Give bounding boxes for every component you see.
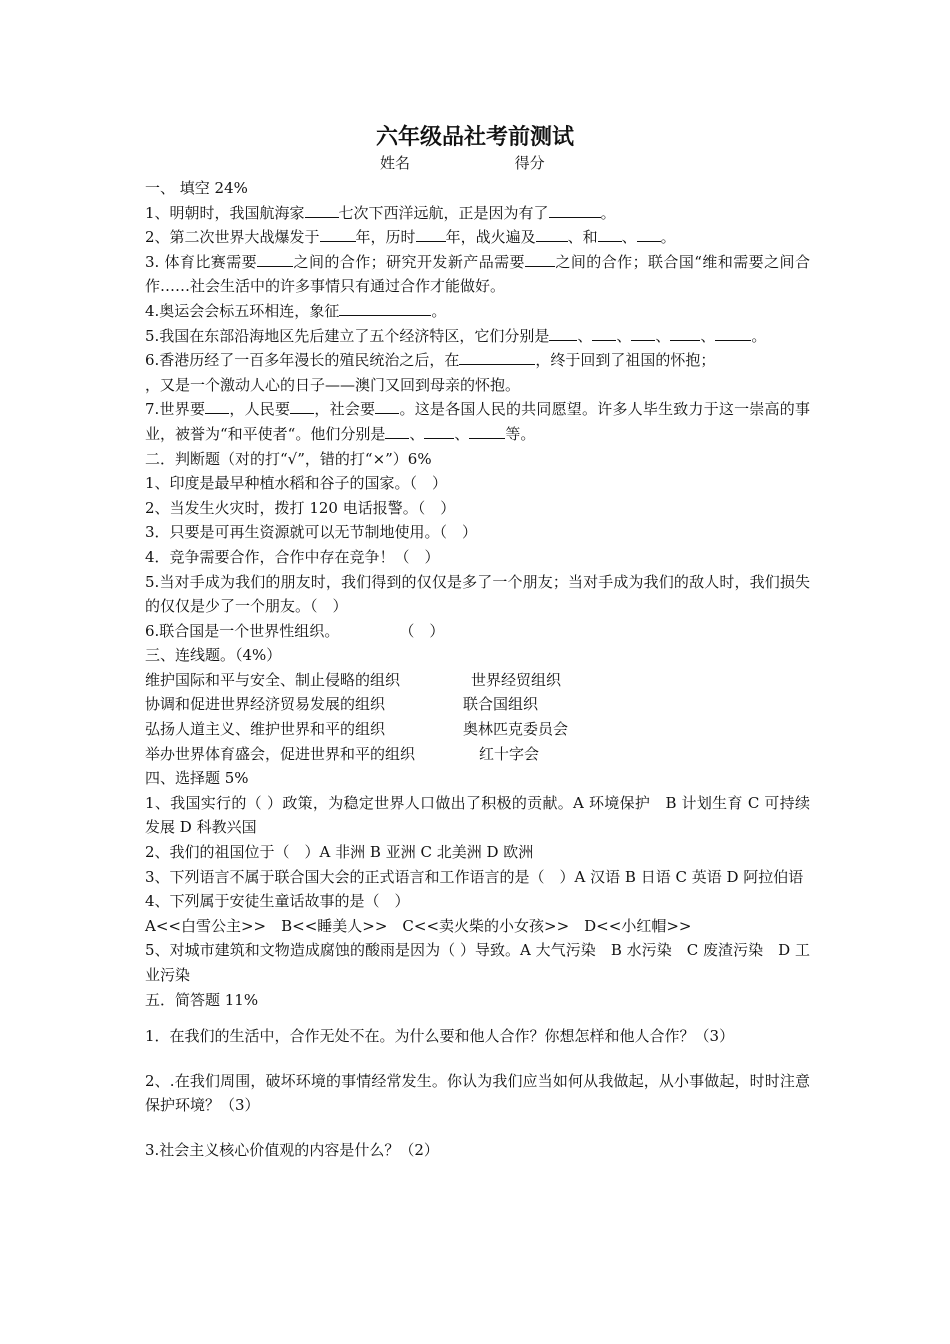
match-right: 奥林匹克委员会 [463, 720, 569, 739]
short-question: 3.社会主义核心价值观的内容是什么？（2） [145, 1140, 439, 1159]
match-left: 举办世界体育盛会，促进世界和平的组织 [145, 744, 416, 763]
match-right: 世界经贸组织 [471, 670, 562, 689]
answer-blank [459, 348, 535, 365]
judge-item: 2、当发生火灾时，拨打 120 电话报警。（ ） [145, 498, 456, 517]
score-label: 得分 [514, 154, 545, 172]
match-row [145, 692, 810, 717]
section-match-heading: 三、连线题。（4%） [145, 646, 282, 665]
answer-blank [631, 324, 655, 341]
section-judge-heading: 二．判断题（对的打“√”，错的打“×”）6% [145, 449, 432, 468]
judge-item: 5.当对手成为我们的朋友时，我们得到的仅仅是多了一个朋友；当对手成为我们的敌人时，我们损失的仅仅是少了一个朋友。（ ） [145, 572, 810, 616]
fill-question-4: 4.奥运会会标五环相连，象征 。 [145, 299, 810, 324]
answer-blank [385, 422, 409, 439]
answer-blank [598, 225, 622, 242]
name-label: 姓名 [380, 154, 411, 172]
section-fill-heading: 一、 填空 24% [145, 179, 248, 197]
answer-blank [339, 299, 431, 316]
fill-question-6-cont: ，又是一个激动人心的日子——澳门又回到母亲的怀抱。 [145, 375, 521, 394]
fill-question-3: 3. 体育比赛需要 之间的合作；研究开发新产品需要 之间的合作；联合国“维和需要之间合作……社会生活中的许多事情只有通过合作才能做好。 [145, 250, 810, 299]
name-score-line [380, 152, 545, 173]
section-choice-heading: 四、选择题 5% [145, 769, 249, 788]
choice-item: 1、我国实行的（ ）政策，为稳定世界人口做出了积极的贡献。A 环境保护 B 计划生育 C 可持续发展 D 科教兴国 [145, 793, 810, 837]
answer-blank [715, 324, 751, 341]
exam-body [145, 176, 810, 1163]
fill-question-1: 1、明朝时，我国航海家 七次下西洋远航，正是因为有了 。 [145, 201, 810, 226]
answer-blank [637, 225, 661, 242]
match-row [145, 717, 810, 742]
section-short-heading: 五．简答题 11% [145, 990, 259, 1009]
answer-blank [205, 397, 229, 414]
answer-blank [416, 225, 446, 242]
short-question: 1．在我们的生活中，合作无处不在。为什么要和他人合作？你想怎样和他人合作？（3） [145, 1027, 735, 1046]
answer-blank [525, 250, 555, 267]
choice-options: A<<白雪公主>> B<<睡美人>> C<<卖火柴的小女孩>> D<<小红帽>> [145, 916, 692, 935]
judge-item: 3．只要是可再生资源就可以无节制地使用。（ ） [145, 523, 478, 542]
match-left: 协调和促进世界经济贸易发展的组织 [145, 695, 386, 714]
answer-blank [536, 225, 568, 242]
fill-question-7: 7.世界要 ，人民要 ，社会要 。这是各国人民的共同愿望。许多人毕生致力于这一崇高的事业，被誉为“和平使者“。他们分别是 、 、 等。 [145, 397, 810, 446]
answer-blank [549, 324, 577, 341]
choice-item: 5、对城市建筑和文物造成腐蚀的酸雨是因为（ ）导致。A 大气污染 B 水污染 C 废渣污染 D 工业污染 [145, 941, 810, 984]
match-row [145, 668, 810, 693]
answer-blank [290, 397, 314, 414]
answer-blank [424, 422, 454, 439]
answer-blank [549, 201, 601, 218]
answer-blank [469, 422, 505, 439]
short-question: 2、.在我们周围，破坏环境的事情经常发生。你认为我们应当如何从我做起，从小事做起，时时注意保护环境？（3） [145, 1071, 810, 1115]
fill-question-5: 5.我国在东部沿海地区先后建立了五个经济特区，它们分别是 、 、 、 、 。 [145, 324, 810, 349]
match-row [145, 742, 810, 767]
answer-blank [320, 225, 356, 242]
answer-blank [375, 397, 399, 414]
match-right: 联合国组织 [463, 695, 539, 714]
judge-item: 4．竞争需要合作，合作中存在竞争！（ ） [145, 547, 440, 566]
match-left: 弘扬人道主义、维护世界和平的组织 [145, 720, 386, 739]
answer-blank [257, 250, 293, 267]
answer-blank [592, 324, 616, 341]
judge-item: 6.联合国是一个世界性组织。 （ ） [145, 621, 445, 640]
answer-blank [670, 324, 700, 341]
choice-item: 4、下列属于安徒生童话故事的是（ ） [145, 892, 410, 911]
match-left: 维护国际和平与安全、制止侵略的组织 [145, 670, 401, 689]
choice-item: 3、下列语言不属于联合国大会的正式语言和工作语言的是（ ）A 汉语 B 日语 C 英语 D 阿拉伯语 [145, 867, 804, 886]
choice-item: 2、我们的祖国位于（ ）A 非洲 B 亚洲 C 北美洲 D 欧洲 [145, 843, 534, 862]
judge-item: 1、印度是最早种植水稻和谷子的国家。（ ） [145, 474, 448, 493]
match-right: 红十字会 [479, 744, 540, 763]
fill-question-6: 6.香港历经了一百多年漫长的殖民统治之后，在 ，终于回到了祖国的怀抱； [145, 348, 810, 373]
fill-question-2: 2、第二次世界大战爆发于 年，历时 年，战火遍及 、和 、 。 [145, 225, 810, 250]
page-title: 六年级品社考前测试 [375, 124, 574, 150]
answer-blank [305, 201, 339, 218]
